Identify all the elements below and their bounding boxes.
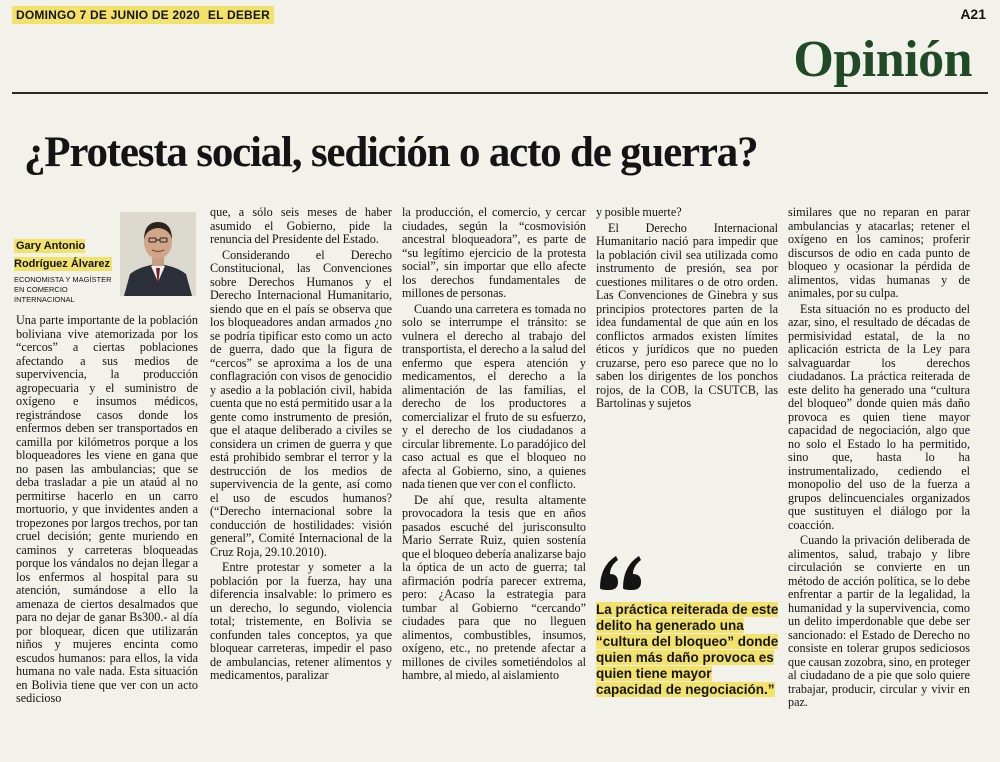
pull-quote-text: La práctica reiterada de este delito ha generado una “cultura del bloqueo” donde quien más daño provoca es quien tiene mayor capacidad de negociación.” [596, 602, 779, 697]
paragraph: Entre protestar y someter a la población por la fuerza, hay una diferencia insalvable: lo primero es un derecho, lo segundo, violencia total; tristemente, en Bolivia se confunden tales conceptos, ya que bloquear carreteras, impedir el paso de ambulancias, retener alimentos y medicamentos, paralizar [210, 560, 392, 682]
masthead-paper: EL DEBER [207, 8, 270, 22]
paragraph: Cuando la privación deliberada de alimentos, salud, trabajo y libre circulación se convierte en un método de acción política, se lo debe enfrentar a partir de la legalidad, la humanidad y la supervivencia, como un delito imperdonable que debe ser sancionado: el Estado de Derecho no consiste en tolerar grupos sediciosos que causan zozobra, sino, en proteger al ciudadano de a pie que solo quiere trabajar, producir, circular y vivir en paz. [788, 533, 970, 709]
masthead-date: DOMINGO 7 DE JUNIO DE 2020 [16, 8, 200, 22]
headline: ¿Protesta social, sedición o acto de guerra? [24, 129, 758, 176]
article-column-5 [788, 206, 970, 712]
author-photo [120, 212, 196, 296]
pull-quote [596, 602, 780, 698]
paragraph: la producción, el comercio, y cercar ciudades, según la “cosmovisión ancestral bloqueadora”, es parte de “su legítimo ejercicio de la protesta social”, sin importar que ello afecte los derechos fundamentales de millones de personas. [402, 205, 586, 300]
article-column-2 [210, 206, 392, 685]
header-rule [12, 92, 988, 94]
article-column-1 [16, 314, 198, 708]
paragraph: Una parte importante de la población boliviana vive atemorizada por los “cercos” a ciertas poblaciones afectando a sus medios de supervivencia, la producción agropecuaria y el suministro de oxígeno e insumos médicos, registrándose casos donde los enfermos deben ser transportados en camilla por kilómetros porque a los bloqueadores les viene en gana que no pasen las ambulancias; que se deba trasladar a pie un ataúd al no permitirse hacerlo en un carro mortuorio, y que invidentes anden a tropezones por largos trechos, por tan cruel decisión; gente muriendo en caminos y carreteras bloqueadas porque los vándalos no dejan llegar a los enfermos al hospital para su atención, sumándose a ello la amenaza de ciertos desalmados que para no dejar de ganar Bs300.- al día por bloquear, dicen que utilizarán niños y mujeres encinta como escudos humanos: para ellos, la vida humana no vale nada. Esta situación en Bolivia tiene que ver con un acto sedicioso [16, 313, 198, 705]
paragraph: De ahí que, resulta altamente provocadora la tesis que en años pasados escuché del jurisconsulto Mario Serrate Ruiz, quien sostenía que el bloqueo debería analizarse bajo la óptica de un acto de guerra; tal afirmación podría parecer extrema, pero: ¿Acaso la estrategia para tumbar al Gobierno “cercando” ciudades para que no lleguen alimentos, combustibles, insumos, oxígeno, etc., no pretende afectar a millones de civiles sometiéndolos al hambre, al miedo, al aislamiento [402, 492, 586, 682]
paragraph: que, a sólo seis meses de haber asumido el Gobierno, pide la renuncia del Presidente del Estado. [210, 205, 392, 246]
author-block [14, 236, 118, 305]
paragraph: Cuando una carretera es tomada no solo se interrumpe el tránsito: se vulnera el derecho al trabajo del transportista, el derecho a la salud del enfermo que espera atención y medicamentos, el derecho a la alimentación de las familias, el derecho de los productores a comercializar el fruto de su esfuerzo, y el derecho de los ciudadanos a circular libremente. Lo paradójico del caso actual es que el bloqueo no afecta al Gobierno, sino, a quienes nada tienen que ver con el conflicto. [402, 301, 586, 491]
section-title: Opinión [793, 31, 972, 88]
portrait-illustration [120, 212, 196, 296]
page-number: A21 [960, 6, 986, 22]
masthead [12, 6, 274, 24]
author-role: ECONOMISTA Y MAGÍSTER EN COMERCIO INTERNACIONAL [14, 275, 112, 304]
quote-icon [598, 552, 644, 597]
paragraph: similares que no reparan en parar ambulancias y atacarlas; retener el oxígeno en los caminos; proferir discursos de odio en cada punto de bloqueo y ocasionar la pérdida de alimentos, vidas humanas y de animales, por su culpa. [788, 205, 970, 300]
author-name: Gary Antonio Rodríguez Álvarez [14, 240, 110, 270]
paragraph: El Derecho Internacional Humanitario nació para impedir que la población civil sea utilizada como instrumento de presión, sea por cuestiones militares o de otro orden. Las Convenciones de Ginebra y sus principios protectores parten de la idea fundamental de que aún en los conflictos armados existen límites éticos y jurídicos que no pueden cruzarse, pero eso parece que no lo saben los dirigentes de los ponchos rojos, de la COB, la CSUTCB, las Bartolinas y sujetos [596, 220, 778, 410]
article-column-4 [596, 206, 778, 413]
article-column-3 [402, 206, 586, 685]
paragraph: y posible muerte? [596, 205, 682, 219]
paragraph: Considerando el Derecho Constitucional, las Convenciones sobre Derechos Humanos y el Derecho Internacional Humanitario, siendo que en el país se observa que los bloqueadores andan armados ¿no se podría tipificar esto como un acto de guerra, dado que la figura de “cercos” se aproxima a los de una conflagración con visos de genocidio y asedio a la población civil, habida cuenta que no está permitido usar a la gente como instrumento de presión, que el ataque deliberado a civiles se considera un crimen de guerra y que está prohibido sembrar el terror y la destrucción de los medios de supervivencia de la gente, así como el uso de escudos humanos? (“Derecho internacional sobre la conducción de hostilidades: visión general”, Comité Internacional de la Cruz Roja, 29.10.2010). [210, 247, 392, 559]
paragraph: Esta situación no es producto del azar, sino, el resultado de décadas de permisividad estatal, de la no aplicación estricta de la Ley para salvaguardar los derechos ciudadanos. La práctica reiterada de este delito ha generado una “cultura del bloqueo” donde quien más daño provoca es quien tiene mayor capacidad de negociación, algo que no solo el Estado lo ha permitido, sino que, hasta lo ha instrumentalizado, cediendo el monopolio del uso de la fuerza a grupos delincuenciales organizados que sustituyen el diálogo por la coacción. [788, 301, 970, 532]
